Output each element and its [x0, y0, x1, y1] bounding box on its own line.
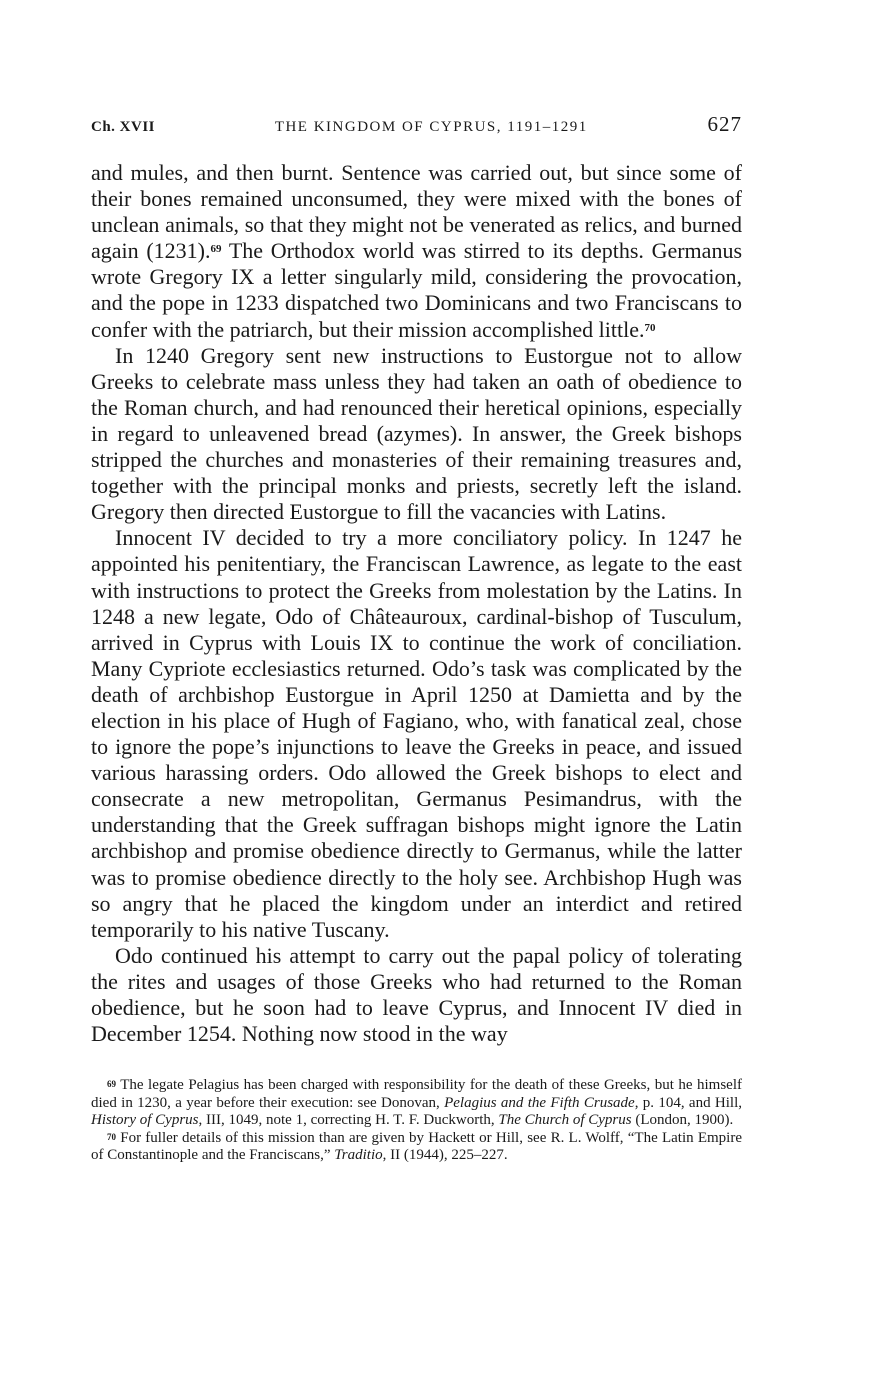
footnote-69-text-1: The legate Pelagius has been charged with responsibility for the death of these Greeks, but he himself died in 1230, a year before their execution: see Donovan, — [91, 1077, 742, 1111]
paragraph-2: In 1240 Gregory sent new instructions to Eustorgue not to allow Greeks to celebrate mass unless they had taken an oath of obedience to the Roman church, and had renounced their heretical opinions, especially in regard to unleavened bread (azymes). In answer, the Greek bishops stripped the churches and monasteries of their remaining treasures and, together with the principal monks and priests, secretly left the island. Gregory then directed Eustorgue to fill the vacancies with Latins. — [91, 342, 742, 525]
paragraph-1 — [91, 160, 742, 343]
paragraph-1-part-b: The Orthodox world was stirred to its depths. Germanus wrote Gregory IX a letter singularly mild, considering the provocation, and the pope in 1233 dispatched two Dominicans and two Franciscans to confer with the patriarch, but their mission accomplished little. — [91, 238, 743, 342]
body-text — [91, 160, 742, 1047]
footnote-70 — [91, 1130, 742, 1165]
footnote-70-text-1: For fuller details of this mission than are given by Hackett or Hill, see R. L. Wolff, “The Latin Empire of Constantinople and the Franciscans,” — [91, 1129, 742, 1164]
footnotes — [91, 1077, 742, 1165]
footnote-70-text-2: , II (1944), 225–227. — [382, 1147, 508, 1164]
footnote-69-text-3: , III, 1049, note 1, correcting H. T. F. Duckworth, — [198, 1112, 499, 1129]
paragraph-3: Innocent IV decided to try a more conciliatory policy. In 1247 he appointed his penitentiary, the Franciscan Lawrence, as legate to the east with instructions to protect the Greeks from molestation by the Latins. In 1248 a new legate, Odo of Châteauroux, cardinal-bishop of Tusculum, arrived in Cyprus with Louis IX to continue the work of conciliation. Many Cypriote ecclesiastics returned. Odo’s task was complicated by the death of archbishop Eustorgue in April 1250 at Damietta and by the election in his place of Hugh of Fagiano, who, with fanatical zeal, chose to ignore the pope’s injunctions to leave the Greeks in peace, and issued various harassing orders. Odo allowed the Greek bishops to elect and consecrate a new metropolitan, Germanus Pesimandrus, with the understanding that the Greek suffragan bishops might ignore the Latin archbishop and promise obedience directly to Germanus, while the latter was to promise obedience directly to the holy see. Archbishop Hugh was so angry that he placed the kingdom under an interdict and retired temporarily to his native Tuscany. — [91, 525, 742, 942]
footnote-ref-70[interactable]: 70 — [644, 321, 656, 334]
footnote-69-text-4: (London, 1900). — [631, 1112, 734, 1129]
footnote-69-number: 69 — [107, 1079, 116, 1090]
footnote-69-text-2: , p. 104, and Hill, — [634, 1094, 742, 1111]
footnote-69-title-1: Pelagius and the Fifth Crusade — [444, 1094, 635, 1111]
footnote-69-title-3: The Church of Cyprus — [498, 1112, 632, 1129]
running-title: THE KINGDOM OF CYPRUS, 1191–1291 — [274, 119, 588, 135]
paragraph-1-part-a: and mules, and then burnt. Sentence was carried out, but since some of their bones remained unconsumed, they were mixed with the bones of unclean animals, so that they might not be venerated as relics, and burned again (1231). — [91, 160, 742, 264]
footnote-70-title-1: Traditio — [334, 1147, 383, 1164]
running-head — [91, 112, 742, 148]
book-page — [91, 112, 742, 1165]
chapter-label: Ch. XVII — [91, 119, 156, 135]
footnote-70-number: 70 — [107, 1131, 116, 1142]
footnote-69-title-2: History of Cyprus — [91, 1112, 199, 1129]
paragraph-4: Odo continued his attempt to carry out the papal policy of tolerating the rites and usages of those Greeks who had returned to the Roman obedience, but he soon had to leave Cyprus, and Innocent IV died in December 1254. Nothing now stood in the way — [91, 942, 742, 1047]
footnote-ref-69[interactable]: 69 — [210, 243, 222, 256]
footnote-69 — [91, 1077, 742, 1130]
page-number: 627 — [707, 112, 742, 136]
